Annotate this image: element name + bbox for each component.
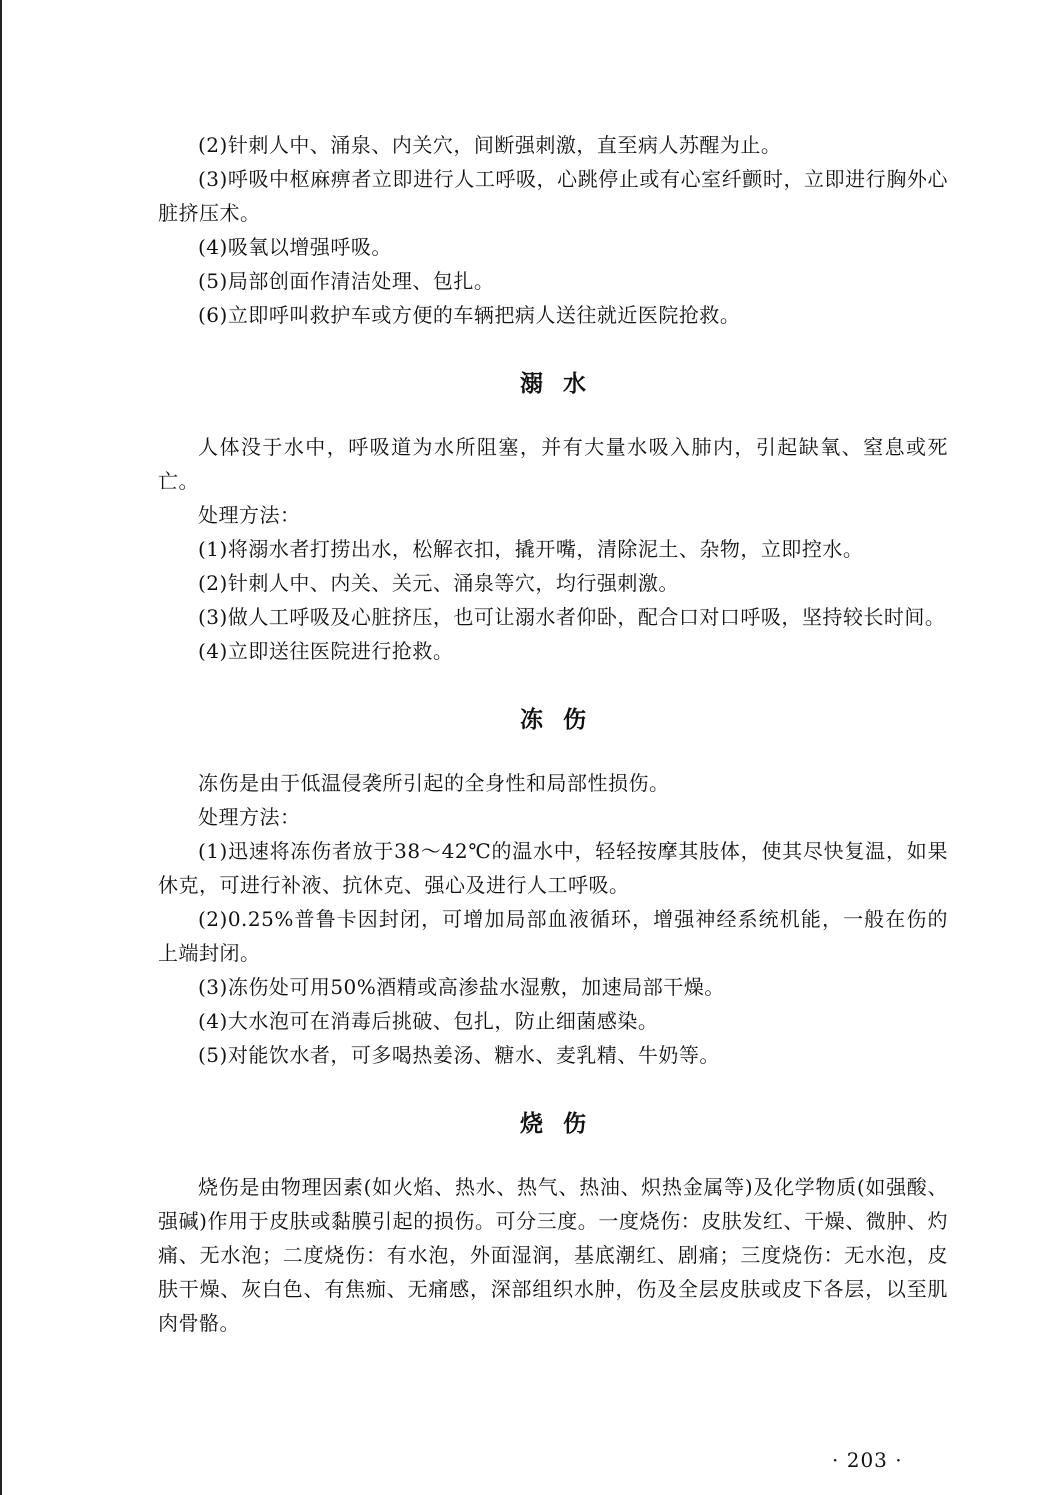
- paragraph: (5)局部创面作清洁处理、包扎。: [198, 269, 495, 293]
- paragraph: (2)针刺人中、内关、关元、涌泉等穴，均行强刺激。: [198, 571, 679, 595]
- paragraph: (3)做人工呼吸及心脏挤压，也可让溺水者仰卧，配合口对口呼吸，坚持较长时间。: [198, 605, 946, 629]
- section-title: 烧伤: [520, 1111, 606, 1137]
- paragraph: 处理方法：: [198, 503, 301, 527]
- page-number: · 203 ·: [832, 1448, 903, 1472]
- paragraph: 处理方法：: [198, 805, 301, 829]
- section-continued: [158, 128, 948, 332]
- paragraph: (4)吸氧以增强呼吸。: [198, 235, 392, 259]
- page-edge: [0, 0, 2, 1495]
- paragraph: (3)冻伤处可用50%酒精或高渗盐水湿敷，加速局部干燥。: [198, 975, 725, 999]
- paragraph: (1)迅速将冻伤者放于38～42℃的温水中，轻轻按摩其肢体，使其尽快复温，如果休克，可进行补液、抗休克、强心及进行人工呼吸。: [158, 839, 948, 897]
- paragraph: (3)呼吸中枢麻痹者立即进行人工呼吸，心跳停止或有心室纤颤时，立即进行胸外心脏挤压术。: [158, 167, 948, 225]
- paragraph: 人体没于水中，呼吸道为水所阻塞，并有大量水吸入肺内，引起缺氧、窒息或死亡。: [158, 435, 948, 493]
- paragraph: (2)针刺人中、涌泉、内关穴，间断强刺激，直至病人苏醒为止。: [198, 133, 782, 157]
- section-title: 冻伤: [520, 707, 606, 733]
- paragraph: (4)立即送往医院进行抢救。: [198, 639, 454, 663]
- section-frostbite: [158, 700, 948, 1072]
- paragraph: (2)0.25%普鲁卡因封闭，可增加局部血液循环，增强神经系统机能，一般在伤的上端封闭。: [158, 907, 948, 965]
- paragraph: 冻伤是由于低温侵袭所引起的全身性和局部性损伤。: [198, 771, 670, 795]
- section-drowning: [158, 364, 948, 668]
- section-title: 溺水: [520, 371, 606, 397]
- paragraph: (5)对能饮水者，可多喝热姜汤、糖水、麦乳精、牛奶等。: [198, 1043, 720, 1067]
- paragraph: (6)立即呼叫救护车或方便的车辆把病人送往就近医院抢救。: [198, 303, 741, 327]
- page-body: [158, 128, 948, 1340]
- section-burns: [158, 1104, 948, 1340]
- paragraph: (4)大水泡可在消毒后挑破、包扎，防止细菌感染。: [198, 1009, 659, 1033]
- paragraph: (1)将溺水者打捞出水，松解衣扣，撬开嘴，清除泥土、杂物，立即控水。: [198, 537, 864, 561]
- paragraph: 烧伤是由物理因素(如火焰、热水、热气、热油、炽热金属等)及化学物质(如强酸、强碱)作用于皮肤或黏膜引起的损伤。可分三度。一度烧伤：皮肤发红、干燥、微肿、灼痛、无水泡；二度烧伤：有水泡，外面湿润，基底潮红、剧痛；三度烧伤：无水泡，皮肤干燥、灰白色、有焦痂、无痛感，深部组织水肿，伤及全层皮肤或皮下各层，以至肌肉骨骼。: [158, 1175, 948, 1335]
